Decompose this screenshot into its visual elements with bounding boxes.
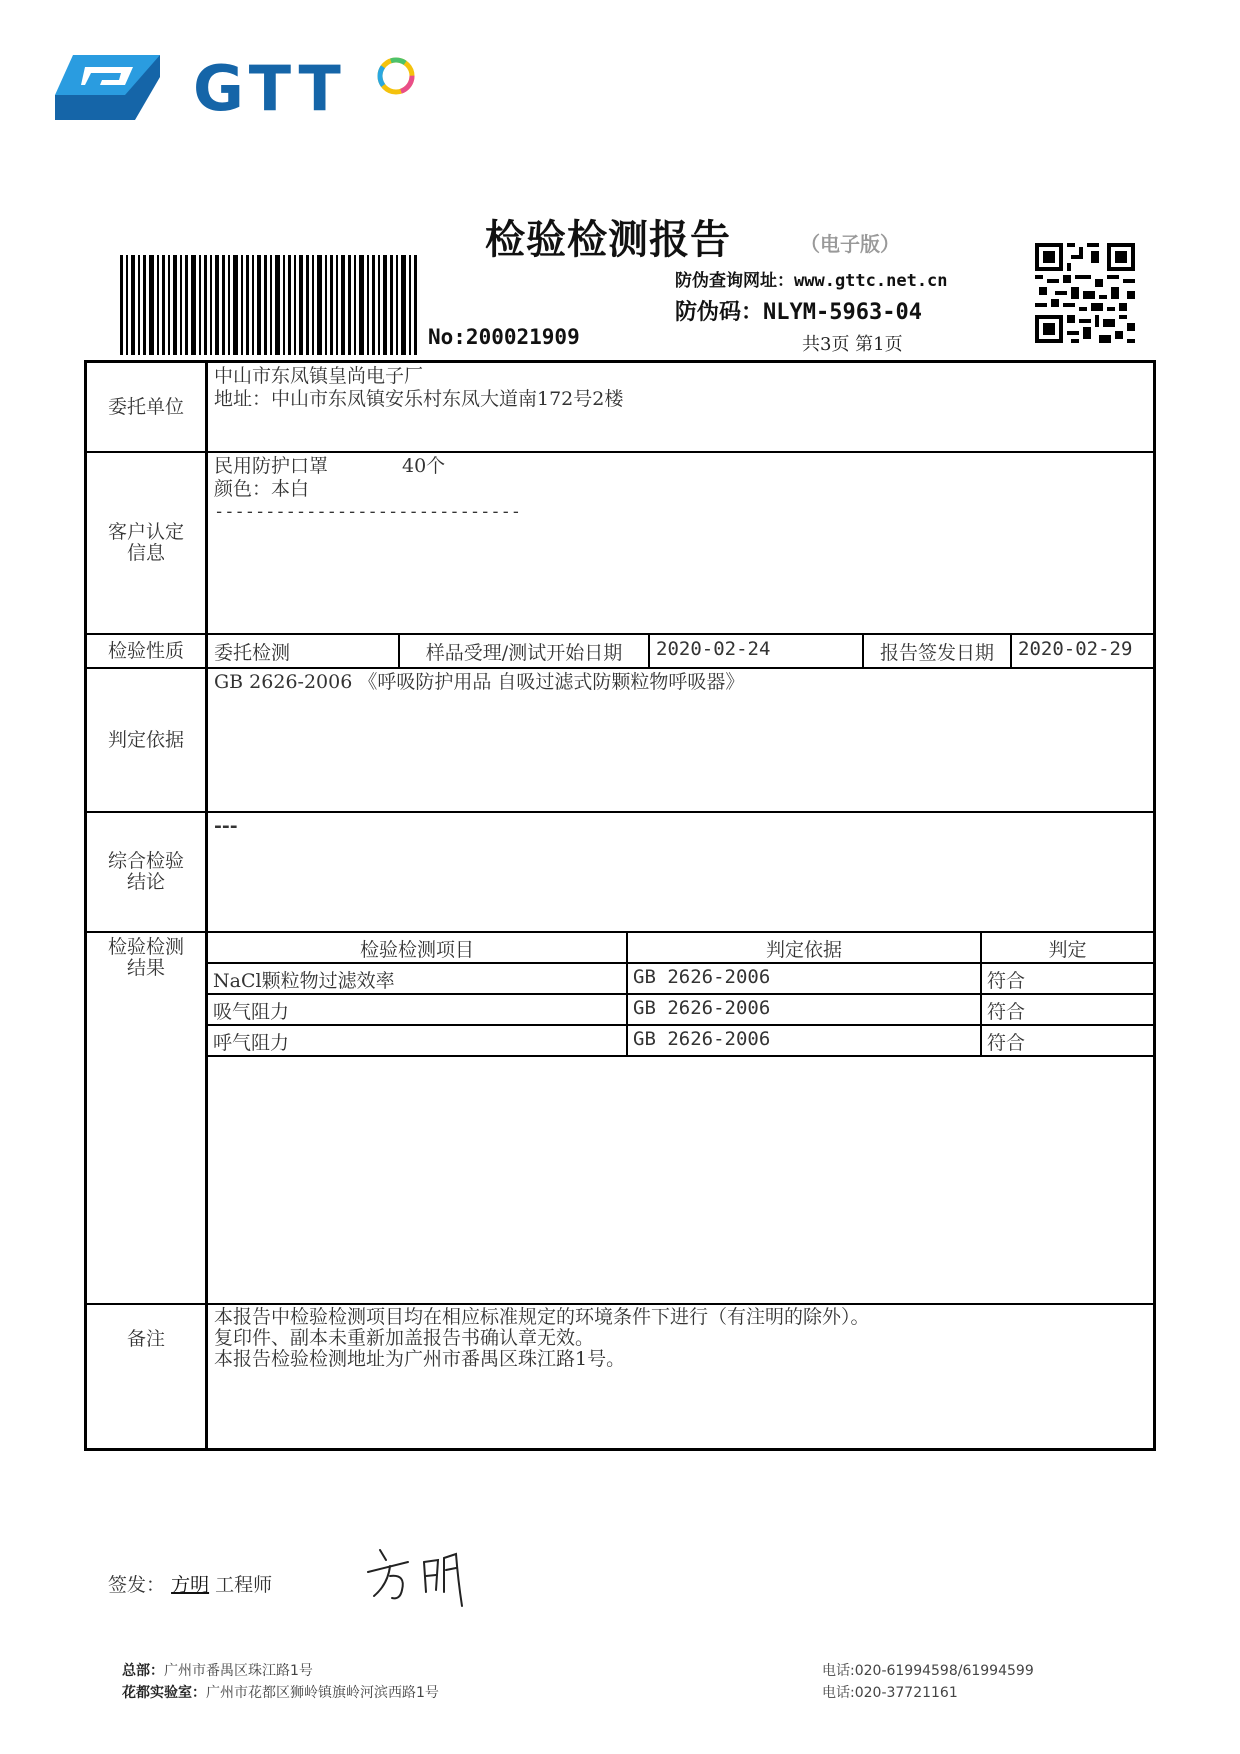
customer-info-label [87, 453, 208, 633]
report-subtitle: （电子版） [800, 232, 900, 256]
qr-code-icon [1035, 243, 1135, 343]
basis-row [87, 667, 1153, 811]
verify-url-link[interactable]: www.gttc.net.cn [794, 271, 948, 291]
header-verdict: 判定 [1048, 939, 1087, 961]
gtt-logo-mark-icon [55, 55, 160, 120]
start-date-label: 样品受理/测试开始日期 [400, 635, 650, 667]
barcode-icon [120, 255, 420, 355]
verify-code-label: 防伪码： [675, 300, 764, 325]
conclusion-row [87, 811, 1153, 931]
header-basis: 判定依据 [628, 933, 982, 962]
nature-cells [208, 635, 1153, 667]
result-verdict: 符合 [987, 1001, 1026, 1023]
issue-date-label: 报告签发日期 [864, 635, 1012, 667]
separator-line: ------------------------------ [214, 502, 522, 522]
results-row [87, 931, 1153, 1303]
flower-logo-icon [375, 55, 417, 97]
customer-info-label-text: 客户认定信息 [107, 521, 184, 564]
notes-value [208, 1305, 1153, 1448]
conclusion-value: --- [214, 815, 238, 837]
product-quantity: 40个 [402, 455, 446, 477]
nature-value: 委托检测 [208, 635, 400, 667]
conclusion-label-text: 综合检验结论 [107, 850, 184, 893]
customer-info-value [208, 453, 1153, 633]
notes-row [87, 1303, 1153, 1448]
report-number: No:200021909 [428, 325, 580, 349]
verify-url-label: 防伪查询网址： [675, 271, 794, 291]
result-item: NaCl颗粒物过滤效率 [208, 964, 628, 993]
lab-label: 花都实验室： [122, 1685, 206, 1701]
hq-phone: 电话:020-61994598/61994599 [822, 1663, 1034, 1679]
notes-label: 备注 [87, 1305, 208, 1448]
client-value [208, 363, 1153, 451]
conclusion-label [87, 813, 208, 931]
header-item: 检验检测项目 [208, 933, 628, 962]
hq-label: 总部： [122, 1663, 164, 1679]
handwritten-signature-icon [360, 1540, 480, 1610]
results-label [87, 933, 208, 1303]
report-table [84, 360, 1156, 1451]
basis-label: 判定依据 [87, 669, 208, 811]
result-verdict: 符合 [987, 1032, 1026, 1054]
customer-info-row [87, 451, 1153, 633]
nature-row [87, 633, 1153, 667]
basis-value: GB 2626-2006 《呼吸防护用品 自吸过滤式防颗粒物呼吸器》 [214, 671, 745, 693]
product-name: 民用防护口罩 [214, 455, 329, 477]
table-row [208, 1026, 1153, 1057]
start-date-value: 2020-02-24 [650, 635, 864, 667]
verify-url-line [675, 266, 948, 291]
lab-address: 广州市花都区狮岭镇旗岭河滨西路1号 [206, 1685, 439, 1701]
result-item: 吸气阻力 [208, 995, 628, 1024]
lab-phone: 电话:020-37721161 [822, 1685, 958, 1701]
result-basis: GB 2626-2006 [628, 995, 982, 1024]
client-address: 地址：中山市东凤镇安乐村东凤大道南172号2楼 [214, 388, 624, 410]
product-line [214, 455, 1147, 478]
result-basis: GB 2626-2006 [628, 1026, 982, 1055]
hq-address: 广州市番禺区珠江路1号 [164, 1663, 313, 1679]
verify-code-line [675, 295, 922, 326]
note-line: 本报告检验检测地址为广州市番禺区珠江路1号。 [214, 1348, 626, 1370]
results-table [208, 933, 1153, 1303]
issue-date-value: 2020-02-29 [1018, 638, 1133, 660]
verify-code-value: NLYM-5963-04 [763, 300, 922, 325]
note-line: 本报告中检验检测项目均在相应标准规定的环境条件下进行（有注明的除外）。 [214, 1306, 870, 1328]
note-line: 复印件、副本未重新加盖报告书确认章无效。 [214, 1327, 595, 1349]
client-label: 委托单位 [87, 363, 208, 451]
result-item: 呼气阻力 [208, 1026, 628, 1055]
signoff-name: 方明 [171, 1574, 210, 1596]
signoff-title: 工程师 [215, 1574, 273, 1596]
report-title: 检验检测报告 [485, 217, 731, 263]
nature-label: 检验性质 [87, 635, 208, 667]
footer-lab [122, 1682, 439, 1702]
page-info: 共3页 第1页 [802, 334, 903, 355]
signoff [108, 1570, 272, 1597]
gtt-logo-text: GTT [193, 52, 347, 125]
product-color: 颜色：本白 [214, 478, 310, 500]
result-verdict: 符合 [987, 970, 1026, 992]
table-row [208, 964, 1153, 995]
table-row [208, 995, 1153, 1026]
footer-hq [122, 1660, 313, 1680]
signoff-label: 签发： [108, 1574, 166, 1596]
result-basis: GB 2626-2006 [628, 964, 982, 993]
client-name: 中山市东凤镇皇尚电子厂 [214, 365, 424, 387]
results-header-row [208, 933, 1153, 964]
client-row [87, 363, 1153, 451]
results-label-text: 检验检测结果 [107, 936, 184, 979]
